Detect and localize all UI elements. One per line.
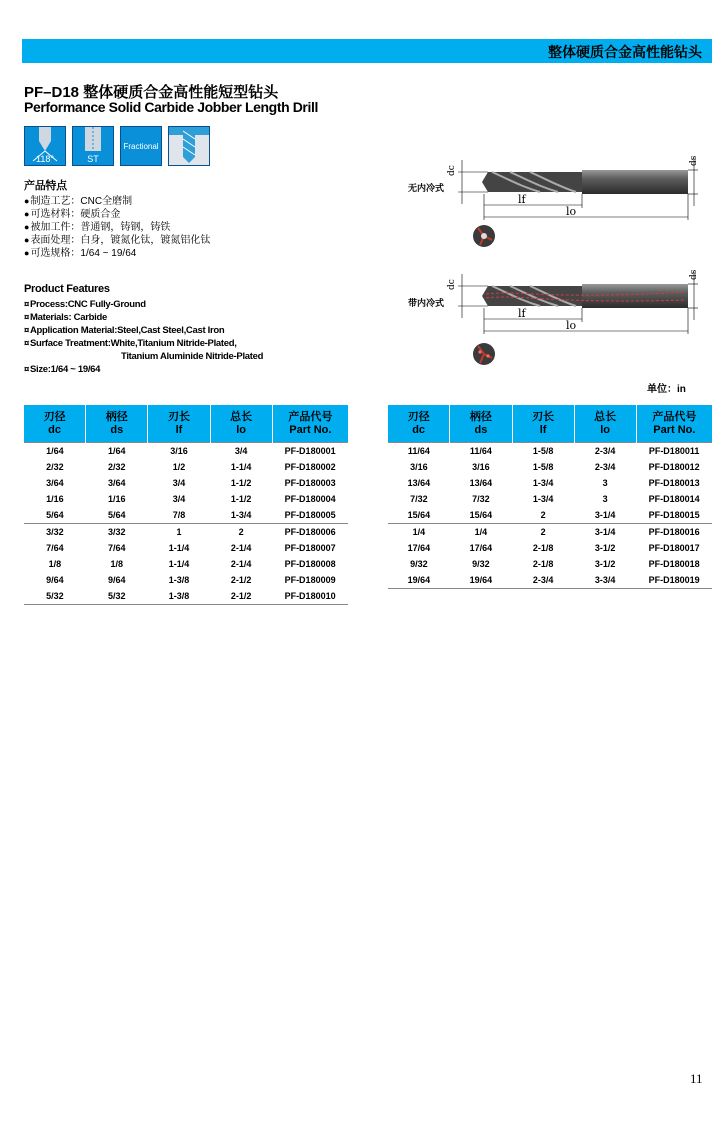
dim-lo-top: lo — [566, 205, 577, 218]
table-cell: 1-5/8 — [512, 443, 574, 460]
table-cell: 1/64 — [86, 443, 148, 460]
table-cell: 1/4 — [450, 524, 512, 541]
table-cell: 3/64 — [46, 478, 64, 488]
header-ds: 柄径 ds — [86, 405, 148, 443]
table-cell: 2-3/4 — [594, 462, 616, 472]
header-ds: 柄径 ds — [450, 405, 512, 443]
table-cell: 2-1/8 — [532, 559, 554, 569]
table-cell: PF-D180017 — [648, 543, 700, 553]
table-cell: 3/16 — [410, 462, 428, 472]
table-row — [388, 459, 712, 475]
table-cell: 1-1/2 — [230, 478, 252, 488]
feature-en-item: ¤ Process:CNC Fully-Ground — [24, 298, 263, 311]
table-cell: 3/32 — [24, 524, 86, 541]
table-cell: 1/4 — [388, 524, 450, 541]
table-cell: PF-D180018 — [648, 559, 700, 569]
table-cell: PF-D180011 — [636, 443, 712, 460]
dim-dc-top: dc — [447, 165, 457, 176]
table-cell: 1/8 — [110, 559, 124, 569]
dim-dc-bottom: dc — [447, 279, 457, 290]
table-row — [24, 540, 348, 556]
table-row — [388, 507, 712, 524]
table-cell: 15/64 — [407, 510, 431, 520]
size-table-right — [388, 405, 712, 589]
table-cell: 9/32 — [472, 559, 490, 569]
table-cell: 3/4 — [172, 494, 186, 504]
table-cell: 11/64 — [388, 443, 450, 460]
table-cell: 2-1/4 — [230, 559, 252, 569]
feature-cn-item: ● 表面处理：白身，镀氮化钛，镀氮铝化钛 — [24, 234, 210, 247]
table-cell: 2/32 — [46, 462, 64, 472]
table-cell: 3/4 — [210, 443, 272, 460]
drill-hole-icon — [168, 126, 210, 166]
table-cell: 1 — [148, 524, 210, 541]
table-cell: PF-D180016 — [636, 524, 712, 541]
table-cell: PF-D180002 — [284, 462, 336, 472]
header-part-no: 产品代号 Part No. — [272, 405, 348, 443]
table-cell: 1-3/4 — [230, 510, 252, 520]
header-dc: 刃径 dc — [24, 405, 86, 443]
features-cn — [24, 180, 210, 260]
table-cell: 3/64 — [108, 478, 126, 488]
table-cell: 1-3/8 — [148, 588, 210, 605]
feature-cn-item: ● 制造工艺：CNC全磨制 — [24, 195, 210, 208]
dim-ds-bottom: ds — [689, 269, 699, 280]
table-cell: 1/2 — [172, 462, 186, 472]
table-cell: 3/16 — [148, 443, 210, 460]
table-cell: 3/32 — [86, 524, 148, 541]
table-cell: PF-D180001 — [272, 443, 348, 460]
table-cell: 5/64 — [108, 510, 126, 520]
table-cell: PF-D180008 — [284, 559, 336, 569]
table-cell: PF-D180007 — [284, 543, 336, 553]
feature-cn-item: ● 可选材料：硬质合金 — [24, 208, 210, 221]
drill-diagram-bottom — [440, 264, 702, 368]
table-cell: 2-3/4 — [574, 443, 636, 460]
product-title-en: Performance Solid Carbide Jobber Length Drill — [24, 99, 318, 115]
table-cell: 1-3/4 — [532, 478, 554, 488]
dim-lf-top: lf — [518, 193, 526, 206]
header-dc: 刃径 dc — [388, 405, 450, 443]
table-cell: PF-D180014 — [648, 494, 700, 504]
table-cell: PF-D180004 — [284, 494, 336, 504]
with-coolant-label: 带内冷式 — [408, 298, 445, 308]
table-cell: 1/16 — [46, 494, 64, 504]
table-row — [24, 507, 348, 524]
table-cell: 2-1/2 — [210, 588, 272, 605]
table-cell: 1-3/4 — [532, 494, 554, 504]
features-cn-heading: 产品特点 — [24, 180, 67, 192]
table-cell: 1-1/4 — [230, 462, 252, 472]
fractional-icon — [120, 126, 162, 166]
table-cell: 19/64 — [450, 572, 512, 589]
dim-ds-top: ds — [689, 155, 699, 166]
table-cell: 5/32 — [24, 588, 86, 605]
no-coolant-label: 无内冷式 — [408, 183, 445, 193]
point-angle-icon — [24, 126, 66, 166]
table-cell: 19/64 — [388, 572, 450, 589]
table-cell: 13/64 — [407, 478, 431, 488]
table-cell: PF-D180005 — [284, 510, 336, 520]
table-cell: 7/32 — [472, 494, 490, 504]
table-cell: PF-D180015 — [648, 510, 700, 520]
size-table-left — [24, 405, 348, 605]
header-part-no: 产品代号 Part No. — [636, 405, 712, 443]
table-cell: 13/64 — [469, 478, 493, 488]
table-cell: PF-D180010 — [272, 588, 348, 605]
table-row — [24, 475, 348, 491]
table-cell: 2-1/8 — [532, 543, 554, 553]
table-cell: 2 — [210, 524, 272, 541]
point-angle-label: 118° — [36, 154, 54, 164]
table-header-row — [24, 405, 348, 443]
table-cell: 7/64 — [108, 543, 126, 553]
feature-en-item: Titanium Aluminide Nitride-Plated — [121, 351, 264, 362]
page-number: 11 — [690, 1071, 703, 1086]
features-en-heading: Product Features — [24, 283, 110, 295]
fractional-label: Fractional — [123, 142, 159, 151]
table-row — [388, 524, 712, 541]
table-row — [24, 524, 348, 541]
feature-en-item: ¤ Materials: Carbide — [24, 311, 263, 324]
table-cell: 17/64 — [469, 543, 493, 553]
table-cell: 2/32 — [108, 462, 126, 472]
table-cell: 1/16 — [108, 494, 126, 504]
header-banner — [22, 39, 712, 63]
table-row — [388, 443, 712, 460]
table-cell: 3/4 — [172, 478, 186, 488]
table-row — [24, 443, 348, 460]
table-cell: 5/32 — [86, 588, 148, 605]
dim-lf-bottom: lf — [518, 307, 526, 320]
table-cell: 1-1/4 — [168, 559, 190, 569]
table-cell: PF-D180012 — [648, 462, 700, 472]
features-en — [24, 283, 263, 376]
table-row — [24, 491, 348, 507]
table-cell: 3-1/2 — [594, 559, 616, 569]
table-cell: 3-1/4 — [574, 524, 636, 541]
table-row — [24, 459, 348, 475]
drill-diagram-top — [440, 150, 702, 250]
table-row — [388, 491, 712, 507]
feature-en-item: ¤ Size:1/64 ~ 19/64 — [24, 363, 263, 376]
header-lf: 刃长 lf — [148, 405, 210, 443]
feature-en-item: ¤ Application Material:Steel,Cast Steel,Cast Iron — [24, 324, 263, 337]
table-cell: 2-1/2 — [230, 575, 252, 585]
table-cell: PF-D180013 — [648, 478, 700, 488]
table-cell: PF-D180003 — [284, 478, 336, 488]
table-row — [24, 556, 348, 572]
table-cell: 2 — [540, 510, 546, 520]
table-cell: 11/64 — [450, 443, 512, 460]
table-cell: 1-3/8 — [168, 575, 190, 585]
table-row — [388, 556, 712, 572]
table-cell: 3/16 — [472, 462, 490, 472]
table-row — [24, 588, 348, 605]
table-cell: 9/32 — [410, 559, 428, 569]
table-cell: 1/8 — [48, 559, 62, 569]
table-cell: 5/64 — [46, 510, 64, 520]
unit-label: 单位：in — [647, 384, 686, 395]
straight-shank-label: ST — [87, 154, 99, 164]
table-cell: 7/32 — [410, 494, 428, 504]
table-cell: 1-1/2 — [230, 494, 252, 504]
table-cell: 2-3/4 — [512, 572, 574, 589]
table-cell: 15/64 — [469, 510, 493, 520]
table-cell: 7/64 — [46, 543, 64, 553]
table-cell: 3 — [602, 478, 608, 488]
table-row — [24, 572, 348, 588]
feature-en-item: ¤ Surface Treatment:White,Titanium Nitride-Plated, — [24, 337, 263, 350]
table-cell: 1/64 — [24, 443, 86, 460]
feature-cn-item: ● 可选规格：1/64 ~ 19/64 — [24, 247, 210, 260]
table-row — [388, 475, 712, 491]
table-cell: 2 — [512, 524, 574, 541]
table-cell: 1-5/8 — [532, 462, 554, 472]
table-cell: 3-1/2 — [594, 543, 616, 553]
product-title-cn: PF–D18 整体硬质合金高性能短型钻头 — [24, 84, 279, 101]
table-cell: 17/64 — [407, 543, 431, 553]
straight-shank-icon — [72, 126, 114, 166]
table-row — [388, 572, 712, 589]
table-cell: PF-D180019 — [636, 572, 712, 589]
table-cell: 7/8 — [172, 510, 186, 520]
table-cell: PF-D180006 — [272, 524, 348, 541]
header-lo: 总长 lo — [574, 405, 636, 443]
dim-lo-bottom: lo — [566, 319, 577, 332]
table-cell: 1-1/4 — [168, 543, 190, 553]
table-cell: 3-1/4 — [594, 510, 616, 520]
table-cell: 3 — [602, 494, 608, 504]
table-cell: PF-D180009 — [284, 575, 336, 585]
table-cell: 3-3/4 — [574, 572, 636, 589]
table-cell: 2-1/4 — [230, 543, 252, 553]
banner-title: 整体硬质合金高性能钻头 — [548, 44, 702, 60]
table-row — [388, 540, 712, 556]
feature-cn-item: ● 被加工件：普通钢，铸钢，铸铁 — [24, 221, 210, 234]
table-cell: 9/64 — [108, 575, 126, 585]
table-header-row — [388, 405, 712, 443]
header-lo: 总长 lo — [210, 405, 272, 443]
table-cell: 9/64 — [46, 575, 64, 585]
header-lf: 刃长 lf — [512, 405, 574, 443]
